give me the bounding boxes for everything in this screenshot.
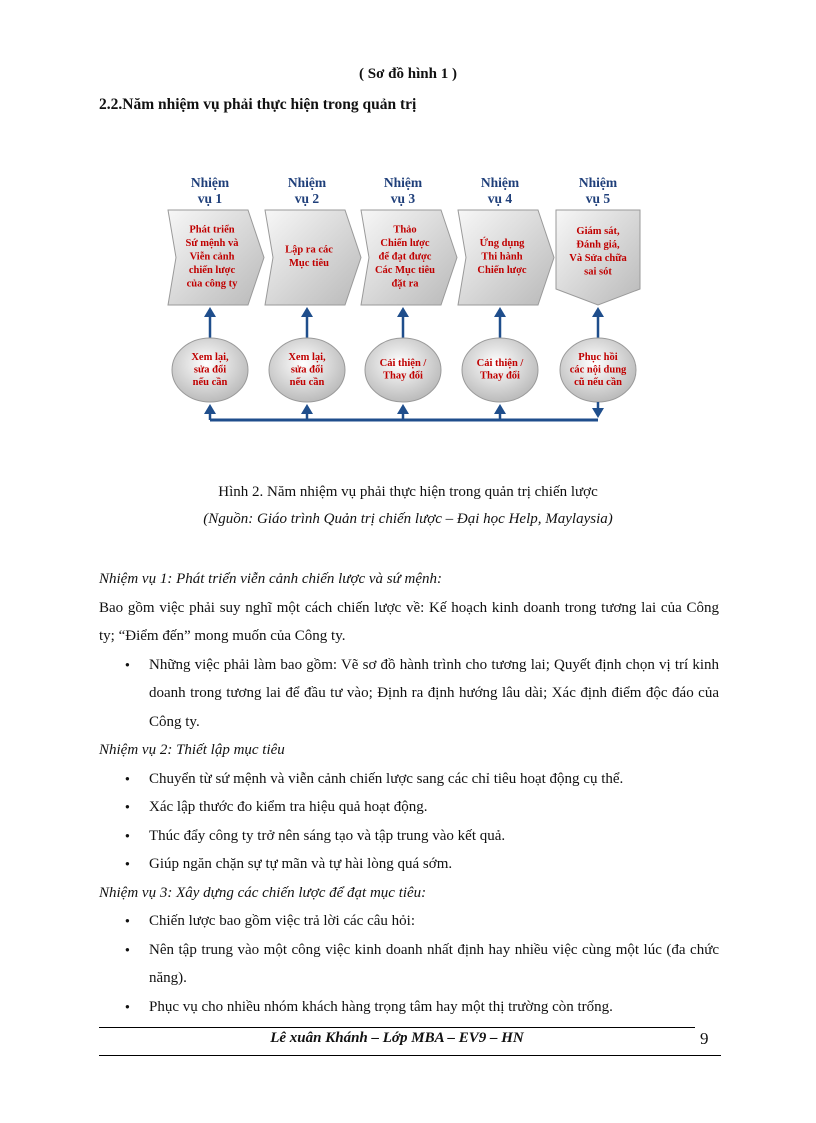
task-oval-label: Cải thiện /	[476, 358, 524, 370]
task-title-label: Nhiệm	[287, 175, 327, 191]
down-arrow-icon	[592, 408, 604, 418]
task-box-label: Thảo	[393, 224, 417, 236]
task-title-label: vụ 4	[487, 191, 513, 207]
task-box-label: Chiến lược	[477, 264, 527, 276]
up-arrow-icon	[397, 404, 409, 414]
task3-heading: Nhiệm vụ 3: Xây dựng các chiến lược để đạt mục tiêu:	[99, 884, 427, 901]
bullet-item: ● Chuyển từ sứ mệnh và viễn cảnh chiến lược sang các chỉ tiêu hoạt động cụ thể.	[99, 765, 719, 794]
task-box-label: Phát triển	[189, 224, 235, 236]
task-oval-label: Thay đổi	[480, 370, 520, 382]
footer-author: Lê xuân Khánh – Lớp MBA – EV9 – HN	[270, 1030, 524, 1046]
up-arrow-icon	[204, 404, 216, 414]
task-oval-label: Phục hồi	[578, 351, 618, 363]
task2-heading: Nhiệm vụ 2: Thiết lập mục tiêu	[99, 742, 285, 758]
task-box-label: của công ty	[186, 278, 238, 290]
bullet-item: ● Phục vụ cho nhiều nhóm khách hàng trọng tâm hay một thị trường còn trống.	[99, 993, 719, 1022]
task-oval-label: Cải thiện /	[379, 358, 427, 370]
five-tasks-diagram	[0, 170, 816, 430]
task-oval-label: cũ nếu cần	[574, 376, 622, 388]
bullet-item: ● Giúp ngăn chặn sự tự mãn và tự hài lòng quá sớm.	[99, 850, 719, 879]
task-title-label: vụ 5	[585, 191, 611, 207]
task-title-label: vụ 3	[390, 191, 416, 207]
task-title-label: Nhiệm	[190, 175, 230, 191]
page-number: 9	[700, 1029, 709, 1048]
task-box-label: Chiến lược	[380, 237, 430, 249]
task-box-label: Mục tiêu	[289, 258, 329, 270]
task-box-label: Đánh giá,	[576, 239, 620, 251]
task1-bullets	[99, 651, 719, 737]
task-oval-label: sửa đổi	[290, 364, 324, 376]
task-title-label: vụ 2	[294, 191, 320, 207]
task-box-label: Viễn cảnh	[189, 251, 235, 263]
up-arrow-icon	[397, 307, 409, 317]
task-box-label: Lập ra các	[285, 244, 333, 256]
task-oval-label: nếu cần	[289, 376, 325, 388]
task-box-label: Ứng dụng	[479, 237, 525, 249]
task-title-label: Nhiệm	[578, 175, 618, 191]
tasks-body	[99, 565, 719, 1021]
bullet-item: ● Nên tập trung vào một công việc kinh doanh nhất định hay nhiều việc cùng một lúc (đa chức năng).	[99, 936, 719, 993]
bullet-item: ● Thúc đẩy công ty trở nên sáng tạo và tập trung vào kết quả.	[99, 822, 719, 851]
bullet-item: ● Xác lập thước đo kiểm tra hiệu quả hoạt động.	[99, 793, 719, 822]
task-box-label: Các Mục tiêu	[374, 264, 436, 276]
task-title-label: Nhiệm	[480, 175, 520, 191]
task-oval-label: Thay đổi	[383, 370, 423, 382]
task-title-label: Nhiệm	[383, 175, 423, 191]
task-box-label: để đạt được	[378, 251, 432, 263]
task-box-label: Thi hành	[481, 251, 523, 263]
up-arrow-icon	[592, 307, 604, 317]
task2-bullets	[99, 765, 719, 879]
bullet-item: ● Những việc phải làm bao gồm: Vẽ sơ đồ hành trình cho tương lai; Quyết định chọn vị trí kinh doanh trong tương lai để đầu tư vào; Định ra định hướng lâu dài; Xác định điểm độc đáo của Công ty.	[99, 651, 719, 737]
figure-caption: Hình 2. Năm nhiệm vụ phải thực hiện trong quản trị chiến lược	[218, 484, 598, 500]
figure-source: (Nguồn: Giáo trình Quản trị chiến lược – Đại học Help, Maylaysia)	[203, 511, 613, 527]
task-box-label: đặt ra	[391, 278, 419, 290]
task-oval-label: Xem lại,	[288, 351, 326, 363]
task1-paragraph: Bao gồm việc phải suy nghĩ một cách chiến lược về: Kế hoạch kinh doanh trong tương lai của Công ty; “Điểm đến” mong muốn của Công ty.	[99, 599, 719, 644]
bullet-item: ● Chiến lược bao gồm việc trả lời các câu hỏi:	[99, 907, 719, 936]
footer-rule-bottom	[99, 1055, 721, 1056]
task-box-label: Giám sát,	[576, 226, 620, 238]
up-arrow-icon	[204, 307, 216, 317]
up-arrow-icon	[494, 307, 506, 317]
section-heading: 2.2.Năm nhiệm vụ phải thực hiện trong quản trị	[99, 96, 417, 113]
task-box-label: Sứ mệnh và	[185, 237, 239, 249]
task3-bullets	[99, 907, 719, 1021]
task-oval-label: Xem lại,	[191, 351, 229, 363]
task-box-label: Và Sửa chữa	[569, 253, 627, 265]
task-oval-label: các nội dung	[569, 364, 627, 376]
task-box-label: sai sót	[584, 266, 612, 278]
task-box-label: chiến lược	[188, 264, 236, 276]
task1-heading: Nhiệm vụ 1: Phát triển viễn cảnh chiến lược và sứ mệnh:	[99, 571, 443, 587]
up-arrow-icon	[301, 404, 313, 414]
diagram-top-caption: ( Sơ đồ hình 1 )	[359, 66, 457, 82]
up-arrow-icon	[494, 404, 506, 414]
task-oval-label: nếu cần	[192, 376, 228, 388]
up-arrow-icon	[301, 307, 313, 317]
task-oval-label: sửa đổi	[193, 364, 227, 376]
task-title-label: vụ 1	[197, 191, 223, 207]
footer-rule-top	[99, 1027, 695, 1028]
